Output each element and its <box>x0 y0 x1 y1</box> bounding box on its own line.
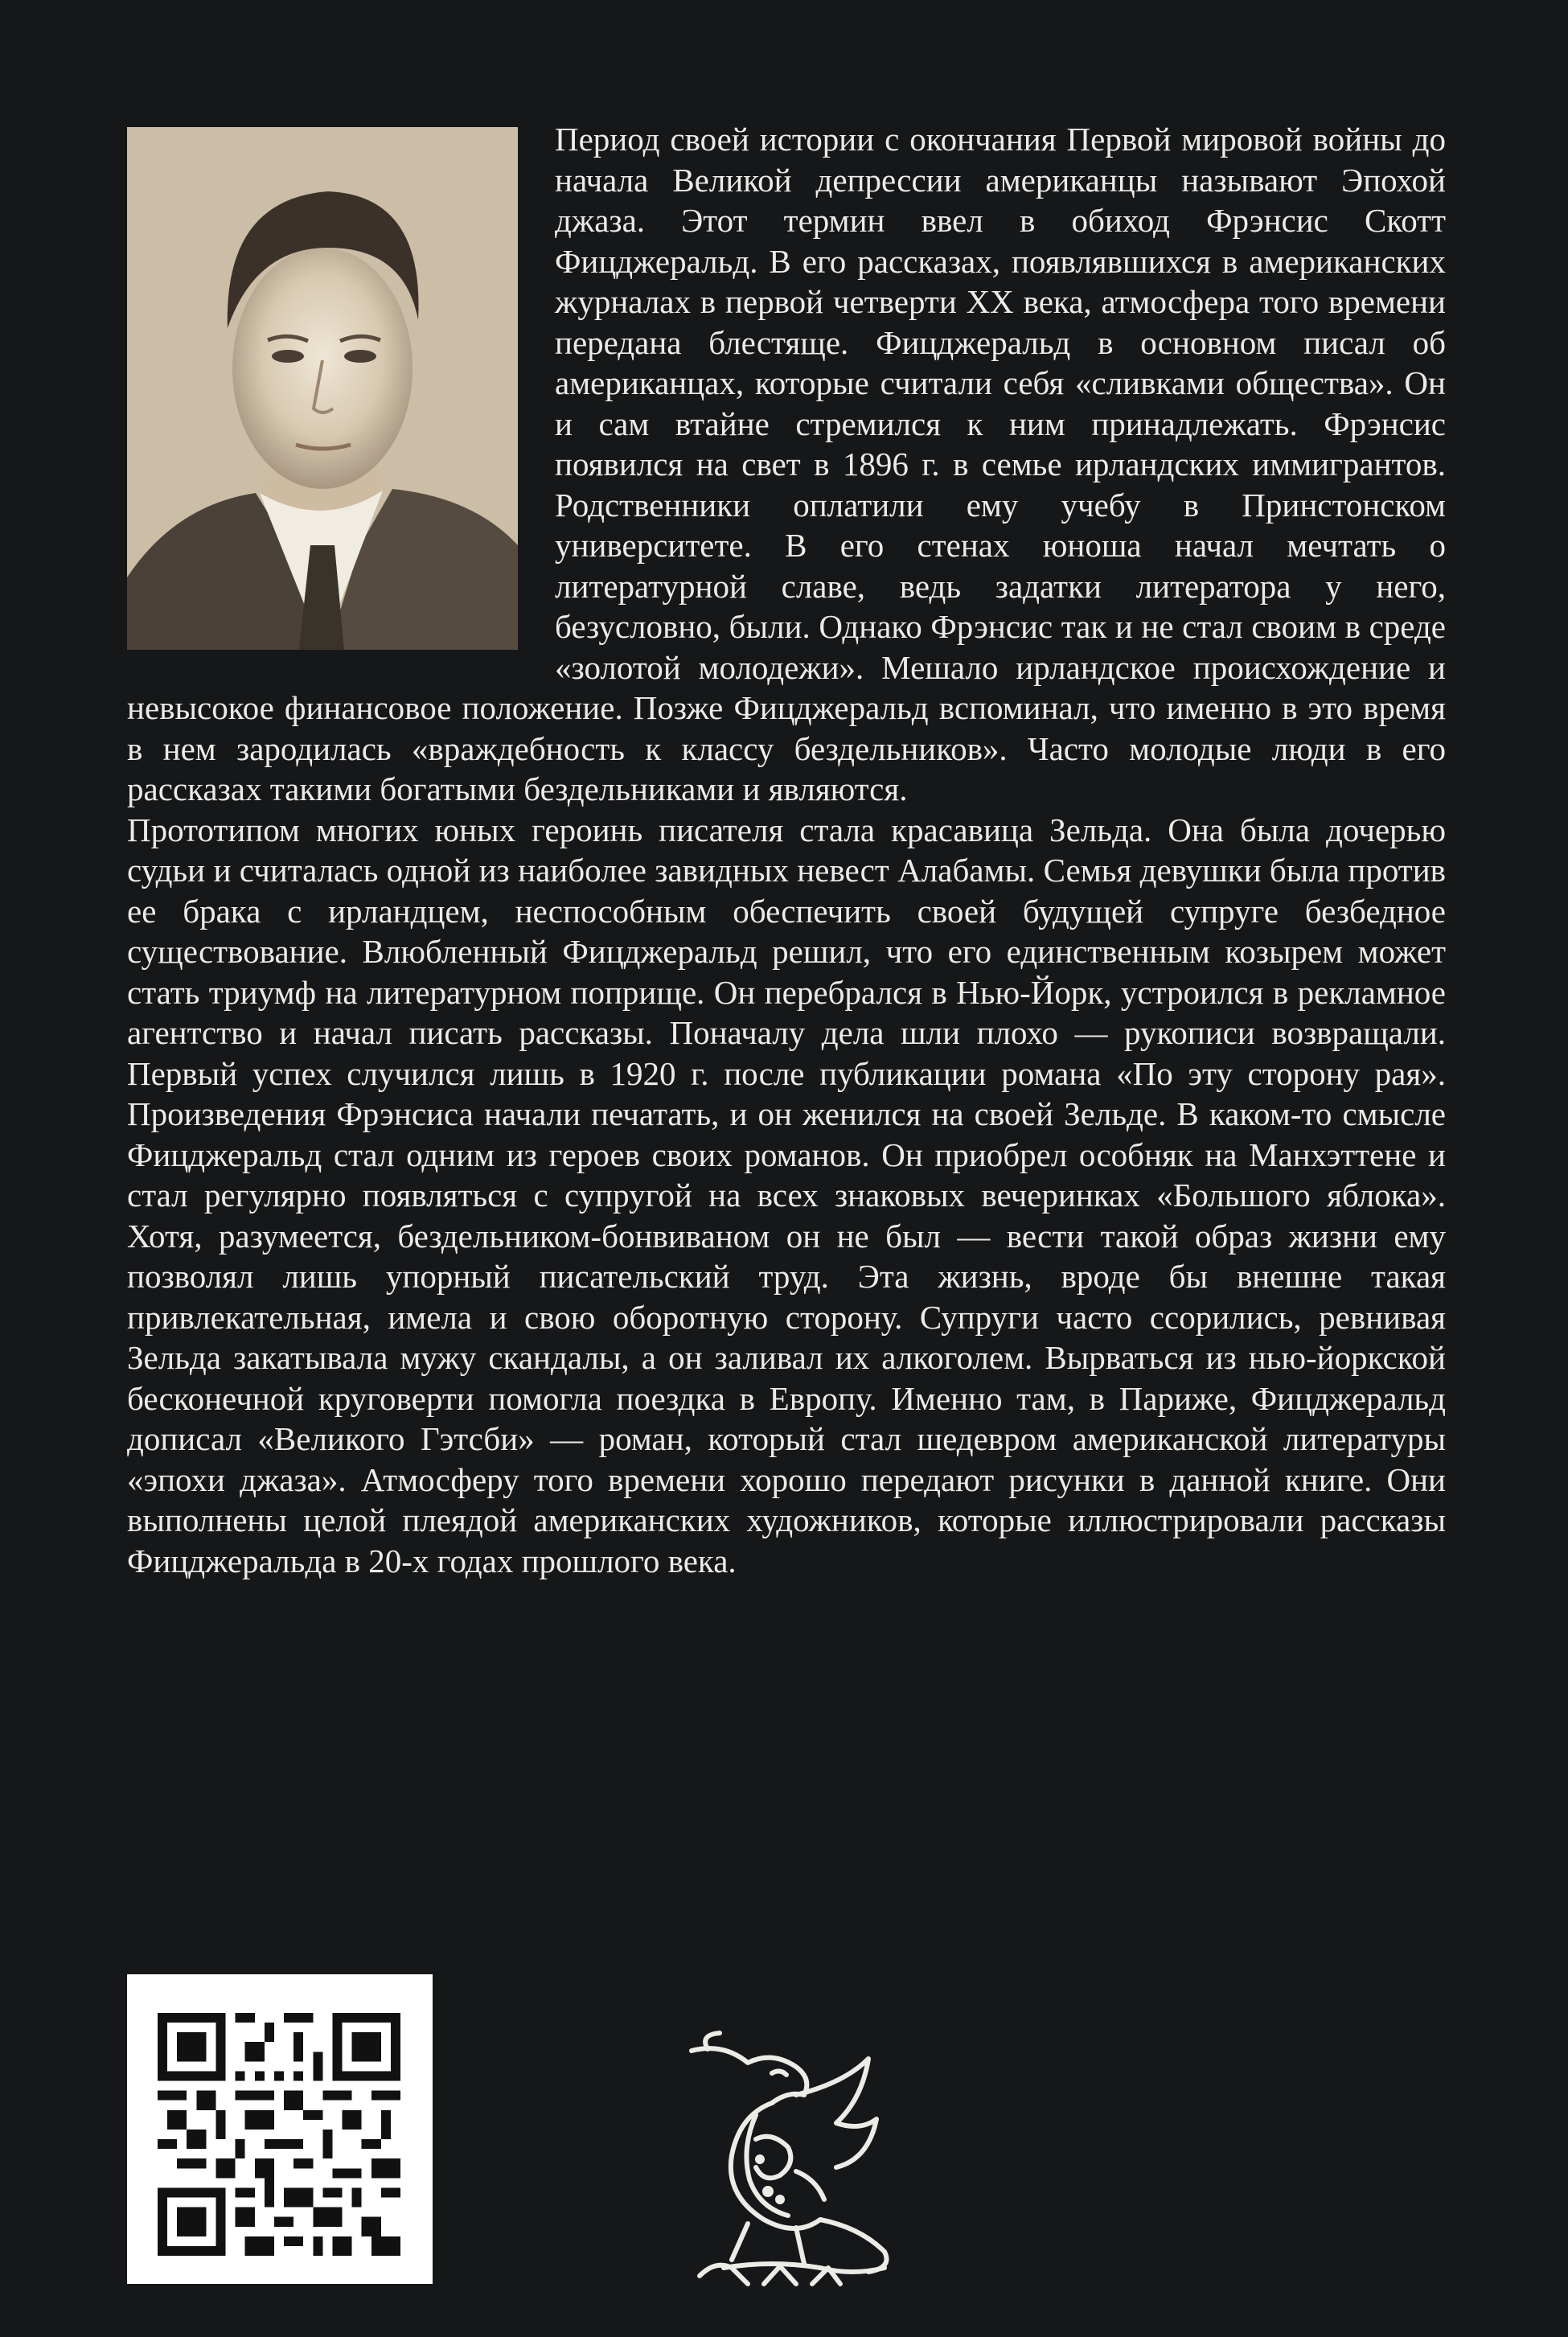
publisher-dragon-logo <box>675 2027 909 2292</box>
photo-spacer <box>127 119 526 656</box>
paragraph-2: Прототипом многих юных героинь писателя стала красавица Зельда. Она была дочерью судьи и считалась одной из наиболее завидных невест Алабамы. Семья девушки была против ее брака с ирландцем, неспособным обеспечить своей будущей супруге безбедное существование. Влюбленный Фицджеральд решил, что его единственным козырем может стать триумф на литературном поприще. Он перебрался в Нью-Йорк, устроился в рекламное агентство и начал писать рассказы. Поначалу дела шли плохо — рукописи возвращали. Первый успех случился лишь в 1920 г. после публикации романа «По эту сторону рая». Произведения Фрэнсиса начали печатать, и он женился на своей Зельде. В каком-то смысле Фицджеральд стал одним из героев своих романов. Он приобрел особняк на Манхэттене и стал регулярно появляться с супругой на всех знаковых вечеринках «Большого яблока». Хотя, разумеется, бездельником-бонвиваном он не был — вести такой образ жизни ему позволял лишь упорный писательский труд. Эта жизнь, вроде бы внешне такая привлекательная, имела и свою оборотную сторону. Супруги часто ссорились, ревнивая Зельда закатывала мужу скандалы, а он заливал их алкоголем. Вырваться из нью-йоркской бесконечной круговерти помогла поездка в Европу. Именно там, в Париже, Фицджеральд дописал «Великого Гэтсби» — роман, который стал шедевром американской литературы «эпохи джаза». Атмосферу того времени хорошо передают рисунки в данной книге. Они выполнены целой плеядой американских художников, которые иллюстрировали рассказы Фицджеральда в 20-х годах прошлого века. <box>127 811 1446 1579</box>
dragon-icon <box>675 2027 909 2292</box>
qr-code-icon <box>158 2013 400 2256</box>
paragraph-1: Период своей истории с окончания Первой мировой войны до начала Великой депрессии американцы называют Эпохой джаза. Этот термин ввел в обиход Фрэнсис Скотт Фицджеральд. В его рассказах, появлявшихся в американских журналах в первой четверти XX века, атмосфера того времени передана блестяще. Фицджеральд в основном писал об американцах, которые считали себя «сливками общества». Он и сам втайне стремился к ним принадлежать. Фрэнсис появился на свет в 1896 г. в семье ирландских иммигрантов. Родственники оплатили ему учебу в Принстонском университете. В его стенах юноша начал мечтать о литературной славе, ведь задатки литератора у него, безусловно, были. Однако Фрэнсис так и не стал своим в среде «золотой молодежи». Мешало ирландское происхождение и невысокое финансовое положение. Позже Фицджеральд вспоминал, что именно в это время в нем зародилась «враждебность к классу бездельников». Часто молодые люди в его рассказах такими богатыми бездельниками и являются. <box>127 121 1446 807</box>
story-text <box>127 119 1446 1581</box>
qr-code[interactable] <box>127 1974 433 2284</box>
